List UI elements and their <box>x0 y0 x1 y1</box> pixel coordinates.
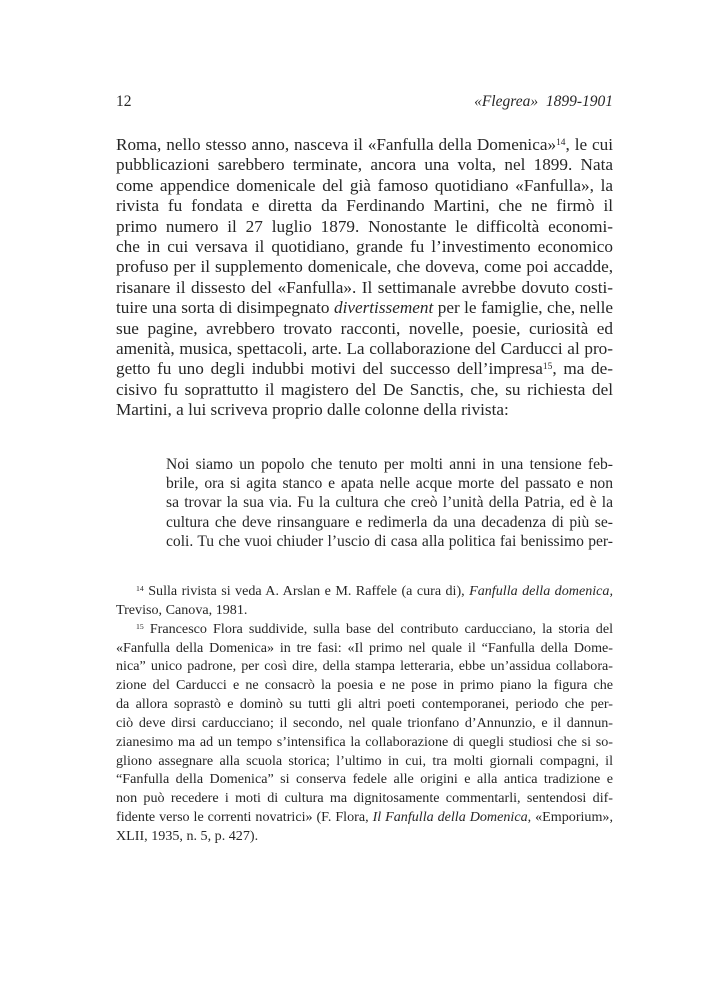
text-run: rivista fu fondata e diretta da Ferdinando Martini, che ne firmò il <box>116 196 613 216</box>
footnote-line <box>116 808 613 827</box>
quote-line: coli. Tu che vuoi chiuder l’uscio di casa alla politica fai benissimo per- <box>166 532 613 550</box>
text-run: tuire una sorta di disimpegnato <box>116 298 334 318</box>
text-run: primo numero il 27 luglio 1879. Nonostante le difficoltà economi- <box>116 216 613 236</box>
text-line <box>116 380 613 400</box>
italic-text: divertissement <box>333 298 434 318</box>
text-run: che in cui versava il quotidiano, grande fu l’investimento economico <box>116 237 613 257</box>
text-line <box>116 359 613 379</box>
text-run: zione del Carducci e ne consacrò la poesia e ne pose in primo piano la figura che <box>116 677 613 694</box>
running-title: «Flegrea» 1899-1901 <box>474 93 613 110</box>
footnote-15 <box>116 620 613 846</box>
text-run: per le famiglie, che, nelle <box>433 298 613 318</box>
footnote-line <box>116 639 613 658</box>
footnote-line <box>116 827 613 846</box>
footnote-line <box>116 582 613 601</box>
text-run: getto fu uno degli indubbi motivi del successo dell’impresa <box>116 359 543 379</box>
footnotes <box>116 582 613 846</box>
page-number: 12 <box>116 93 132 110</box>
text-run: pubblicazioni sarebbero terminate, ancora una volta, nel 1899. Nata <box>116 155 613 175</box>
text-run: cisivo fu soprattutto il magistero del De Sanctis, che, su richiesta del <box>116 379 613 399</box>
footnote-reference[interactable]: 14 <box>556 137 566 148</box>
text-run: Sulla rivista si veda A. Arslan e M. Raffele (a cura di), <box>148 583 470 599</box>
text-line <box>116 339 613 359</box>
quote-line: brile, ora si agita stanco e apata nelle acque morte del passato e non <box>166 475 613 493</box>
text-line <box>116 298 613 318</box>
text-run: come appendice domenicale del già famoso quotidiano «Fanfulla», la <box>116 175 613 195</box>
text-run: «Fanfulla della Domenica» in tre fasi: «Il primo nel quale il “Fanfulla della Dome- <box>116 639 613 656</box>
text-run: risanare il dissesto del «Fanfulla». Il settimanale avrebbe dovuto costi- <box>116 277 613 297</box>
text-line <box>116 237 613 257</box>
quote-line: sa trovar la sua via. Fu la cultura che creò l’unità della Patria, ed è la <box>166 494 613 512</box>
footnote-line <box>116 733 613 752</box>
quote-line: cultura che deve rinsanguare e redimerla da una decadenza di più se- <box>166 513 613 531</box>
italic-text: Il Fanfulla della Domenica <box>372 809 528 826</box>
text-line <box>116 278 613 298</box>
footnote-number: 14 <box>136 583 144 593</box>
footnote-reference[interactable]: 15 <box>542 362 553 373</box>
footnote-14 <box>116 582 613 620</box>
text-run: amenità, musica, spettacoli, arte. La collaborazione del Carducci al pro- <box>116 339 613 359</box>
footnote-line <box>116 620 613 639</box>
quote-line: Noi siamo un popolo che tenuto per molti anni in una tensione feb- <box>166 456 613 473</box>
text-run: Treviso, Canova, 1981. <box>116 601 248 618</box>
footnote-line <box>116 770 613 789</box>
text-line <box>116 135 613 155</box>
text-line <box>116 176 613 196</box>
text-line <box>116 196 613 216</box>
text-line <box>116 217 613 237</box>
text-run: non può recedere i moti di cultura ma dignitosamente commentarli, sentendosi dif- <box>116 790 613 807</box>
text-line <box>116 257 613 277</box>
running-head <box>116 93 613 113</box>
text-run: Francesco Flora suddivide, sulla base del contributo carducciano, la storia del <box>149 620 613 637</box>
footnote-line <box>116 714 613 733</box>
italic-text: Fanfulla della domenica, <box>469 583 613 599</box>
text-run: , le cui <box>565 135 613 154</box>
text-run: Martini, a lui scriveva proprio dalle colonne della rivista: <box>116 400 509 420</box>
footnote-line <box>116 676 613 695</box>
text-run: zianesimo ma ad un tempo s’intensifica la collaborazione di quegli studiosi che si so- <box>116 733 613 750</box>
text-line <box>116 319 613 339</box>
block-quote <box>166 455 613 551</box>
text-run: “Fanfulla della Domenica” si conserva fedele alle origini e alla antica tradizione e <box>116 771 613 788</box>
footnote-line <box>116 657 613 676</box>
text-run: , ma de- <box>552 359 613 379</box>
text-run: XLII, 1935, n. 5, p. 427). <box>116 827 259 844</box>
text-run: sue pagine, avrebbero trovato racconti, novelle, poesie, curiosità ed <box>116 318 613 338</box>
text-line <box>116 400 613 420</box>
text-line <box>116 155 613 175</box>
footnote-number: 15 <box>136 621 144 631</box>
footnote-line <box>116 789 613 808</box>
footnote-line <box>116 752 613 771</box>
text-run: profuso per il supplemento domenicale, che doveva, come poi accadde, <box>116 257 613 277</box>
text-run: da allora soprastò e dominò su tutti gli altri poeti contemporanei, periodo che per- <box>116 696 613 713</box>
text-run: nica” unico padrone, per così dire, della stampa letteraria, ebbe un’assidua collabora- <box>116 658 613 675</box>
text-run: fidente verso le correnti novatrici» (F. Flora, <box>116 809 373 826</box>
text-run: gliono assegnare alla scuola storica; l’ultimo in cui, tra molti giornali compagni, il <box>116 752 613 769</box>
footnote-line <box>116 601 613 620</box>
body-paragraph <box>116 135 613 421</box>
text-run: Roma, nello stesso anno, nasceva il «Fanfulla della Domenica» <box>116 135 557 154</box>
text-run: ciò deve dirsi carducciano; il secondo, nel quale trionfano d’Annunzio, e il dannun- <box>116 714 613 731</box>
footnote-line <box>116 695 613 714</box>
text-run: , «Emporium», <box>527 809 613 826</box>
